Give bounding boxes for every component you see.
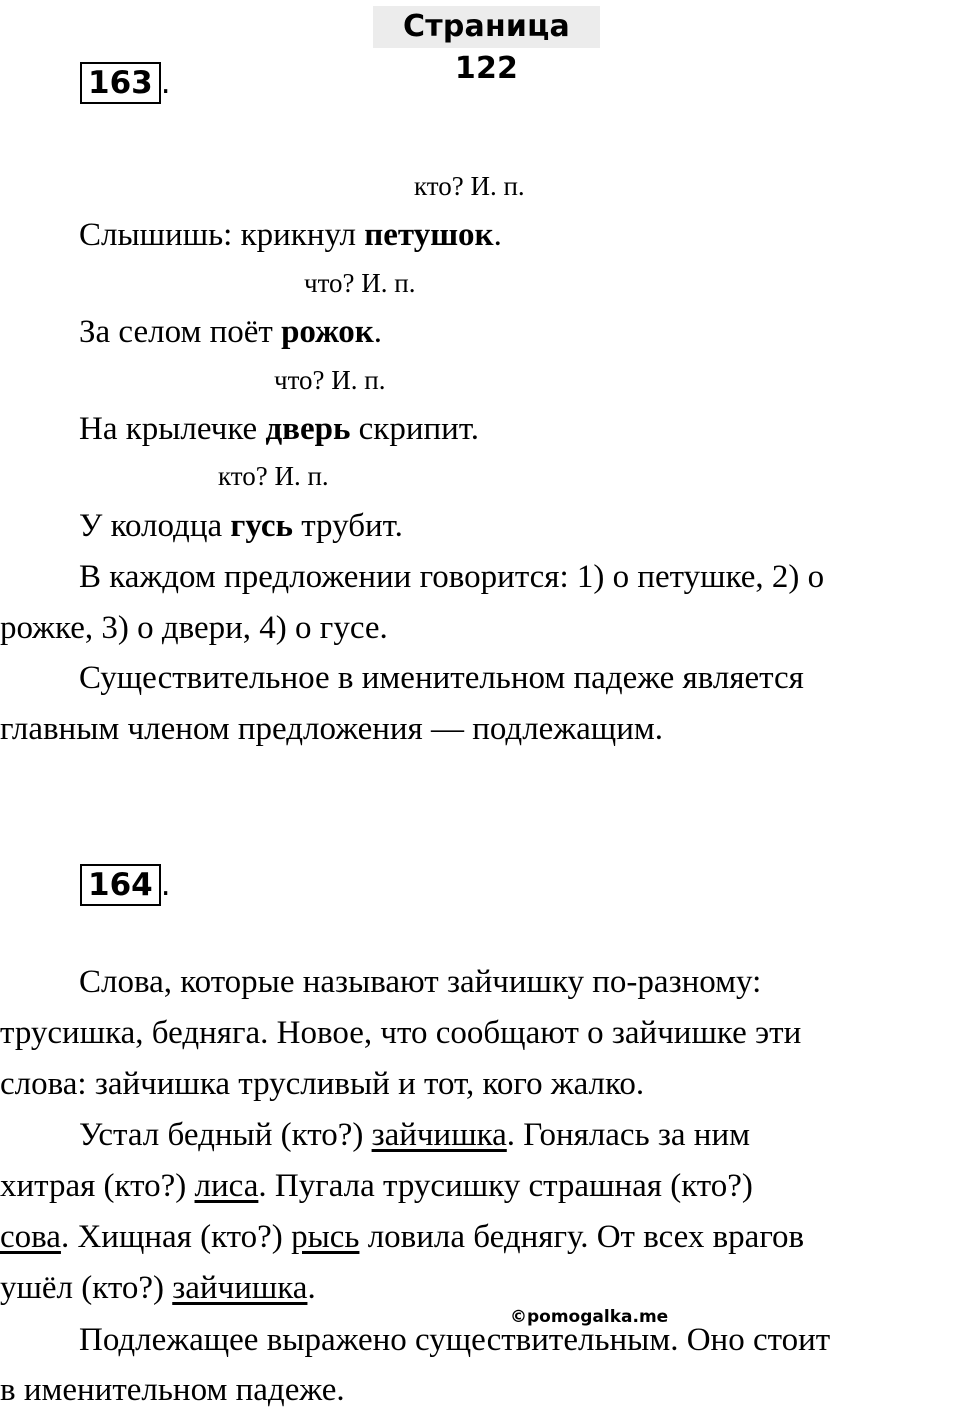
case-note-1: кто? И. п. — [414, 171, 525, 201]
line-1-pre: Устал бедный (кто?) — [79, 1117, 372, 1153]
paragraph-164-3-line-1: Подлежащее выражено существительным. Оно стоит — [79, 1322, 831, 1358]
watermark: ©pomogalka.me — [510, 1307, 669, 1327]
paragraph-164-2-line-1 — [0, 1115, 960, 1155]
paragraph-164-2-line-3 — [0, 1217, 960, 1257]
subject-underlined: лиса — [194, 1168, 259, 1204]
task-number-box: 163 — [80, 62, 161, 104]
sentence-2-post: . — [373, 314, 382, 350]
case-note-2: что? И. п. — [304, 268, 416, 298]
paragraph-163-1-line-2: рожке, 3) о двери, 4) о гусе. — [0, 610, 388, 646]
sentence-2 — [0, 312, 960, 352]
sentence-3 — [0, 409, 960, 449]
page-title: Страница 122 — [373, 6, 600, 48]
sentence-1-subject: петушок — [364, 217, 494, 253]
sentence-3-post: скрипит. — [350, 411, 480, 447]
line-2-post: . Пугала трусишку страшная (кто?) — [258, 1168, 753, 1204]
line-3-mid: . Хищная (кто?) — [60, 1219, 292, 1255]
case-note-4: кто? И. п. — [218, 461, 329, 491]
paragraph-164-1-line-2: трусишка, бедняга. Новое, что сообщают о зайчишке эти — [0, 1015, 802, 1051]
line-4-pre: ушёл (кто?) — [0, 1270, 173, 1306]
sentence-4-subject: гусь — [230, 508, 293, 544]
sentence-1-pre: Слышишь: крикнул — [79, 217, 365, 253]
line-3-post: ловила беднягу. От всех врагов — [359, 1219, 805, 1255]
case-note-3: что? И. п. — [274, 365, 386, 395]
task-number-163 — [80, 62, 171, 104]
paragraph-164-3-line-2: в именительном падеже. — [0, 1372, 345, 1408]
task-number-dot: . — [160, 65, 171, 101]
sentence-1-post: . — [493, 217, 502, 253]
subject-underlined: рысь — [291, 1219, 360, 1255]
sentence-2-subject: рожок — [281, 314, 374, 350]
task-number-box: 164 — [80, 864, 161, 906]
line-2-pre: хитрая (кто?) — [0, 1168, 195, 1204]
sentence-4-post: трубит. — [292, 508, 403, 544]
paragraph-163-2-line-2: главным членом предложения — подлежащим. — [0, 711, 663, 747]
paragraph-164-2-line-2 — [0, 1166, 960, 1206]
sentence-1 — [0, 215, 960, 255]
paragraph-164-2-line-4 — [0, 1268, 960, 1308]
subject-underlined: зайчишка — [371, 1117, 507, 1153]
sentence-4-pre: У колодца — [79, 508, 231, 544]
sentence-2-pre: За селом поёт — [79, 314, 282, 350]
paragraph-164-1-line-3: слова: зайчишка трусливый и тот, кого жалко. — [0, 1066, 645, 1102]
sentence-4 — [0, 506, 960, 546]
subject-underlined: зайчишка — [172, 1270, 308, 1306]
paragraph-164-1-line-1: Слова, которые называют зайчишку по-разному: — [79, 964, 762, 1000]
paragraph-163-1-line-1: В каждом предложении говорится: 1) о петушке, 2) о — [79, 559, 825, 595]
subject-underlined: сова — [0, 1219, 61, 1255]
line-4-post: . — [307, 1270, 316, 1306]
sentence-3-pre: На крылечке — [79, 411, 266, 447]
line-1-post: . Гонялась за ним — [506, 1117, 751, 1153]
paragraph-163-2-line-1: Существительное в именительном падеже является — [79, 660, 804, 696]
sentence-3-subject: дверь — [265, 411, 351, 447]
task-number-dot: . — [160, 867, 171, 903]
task-number-164 — [80, 864, 171, 906]
